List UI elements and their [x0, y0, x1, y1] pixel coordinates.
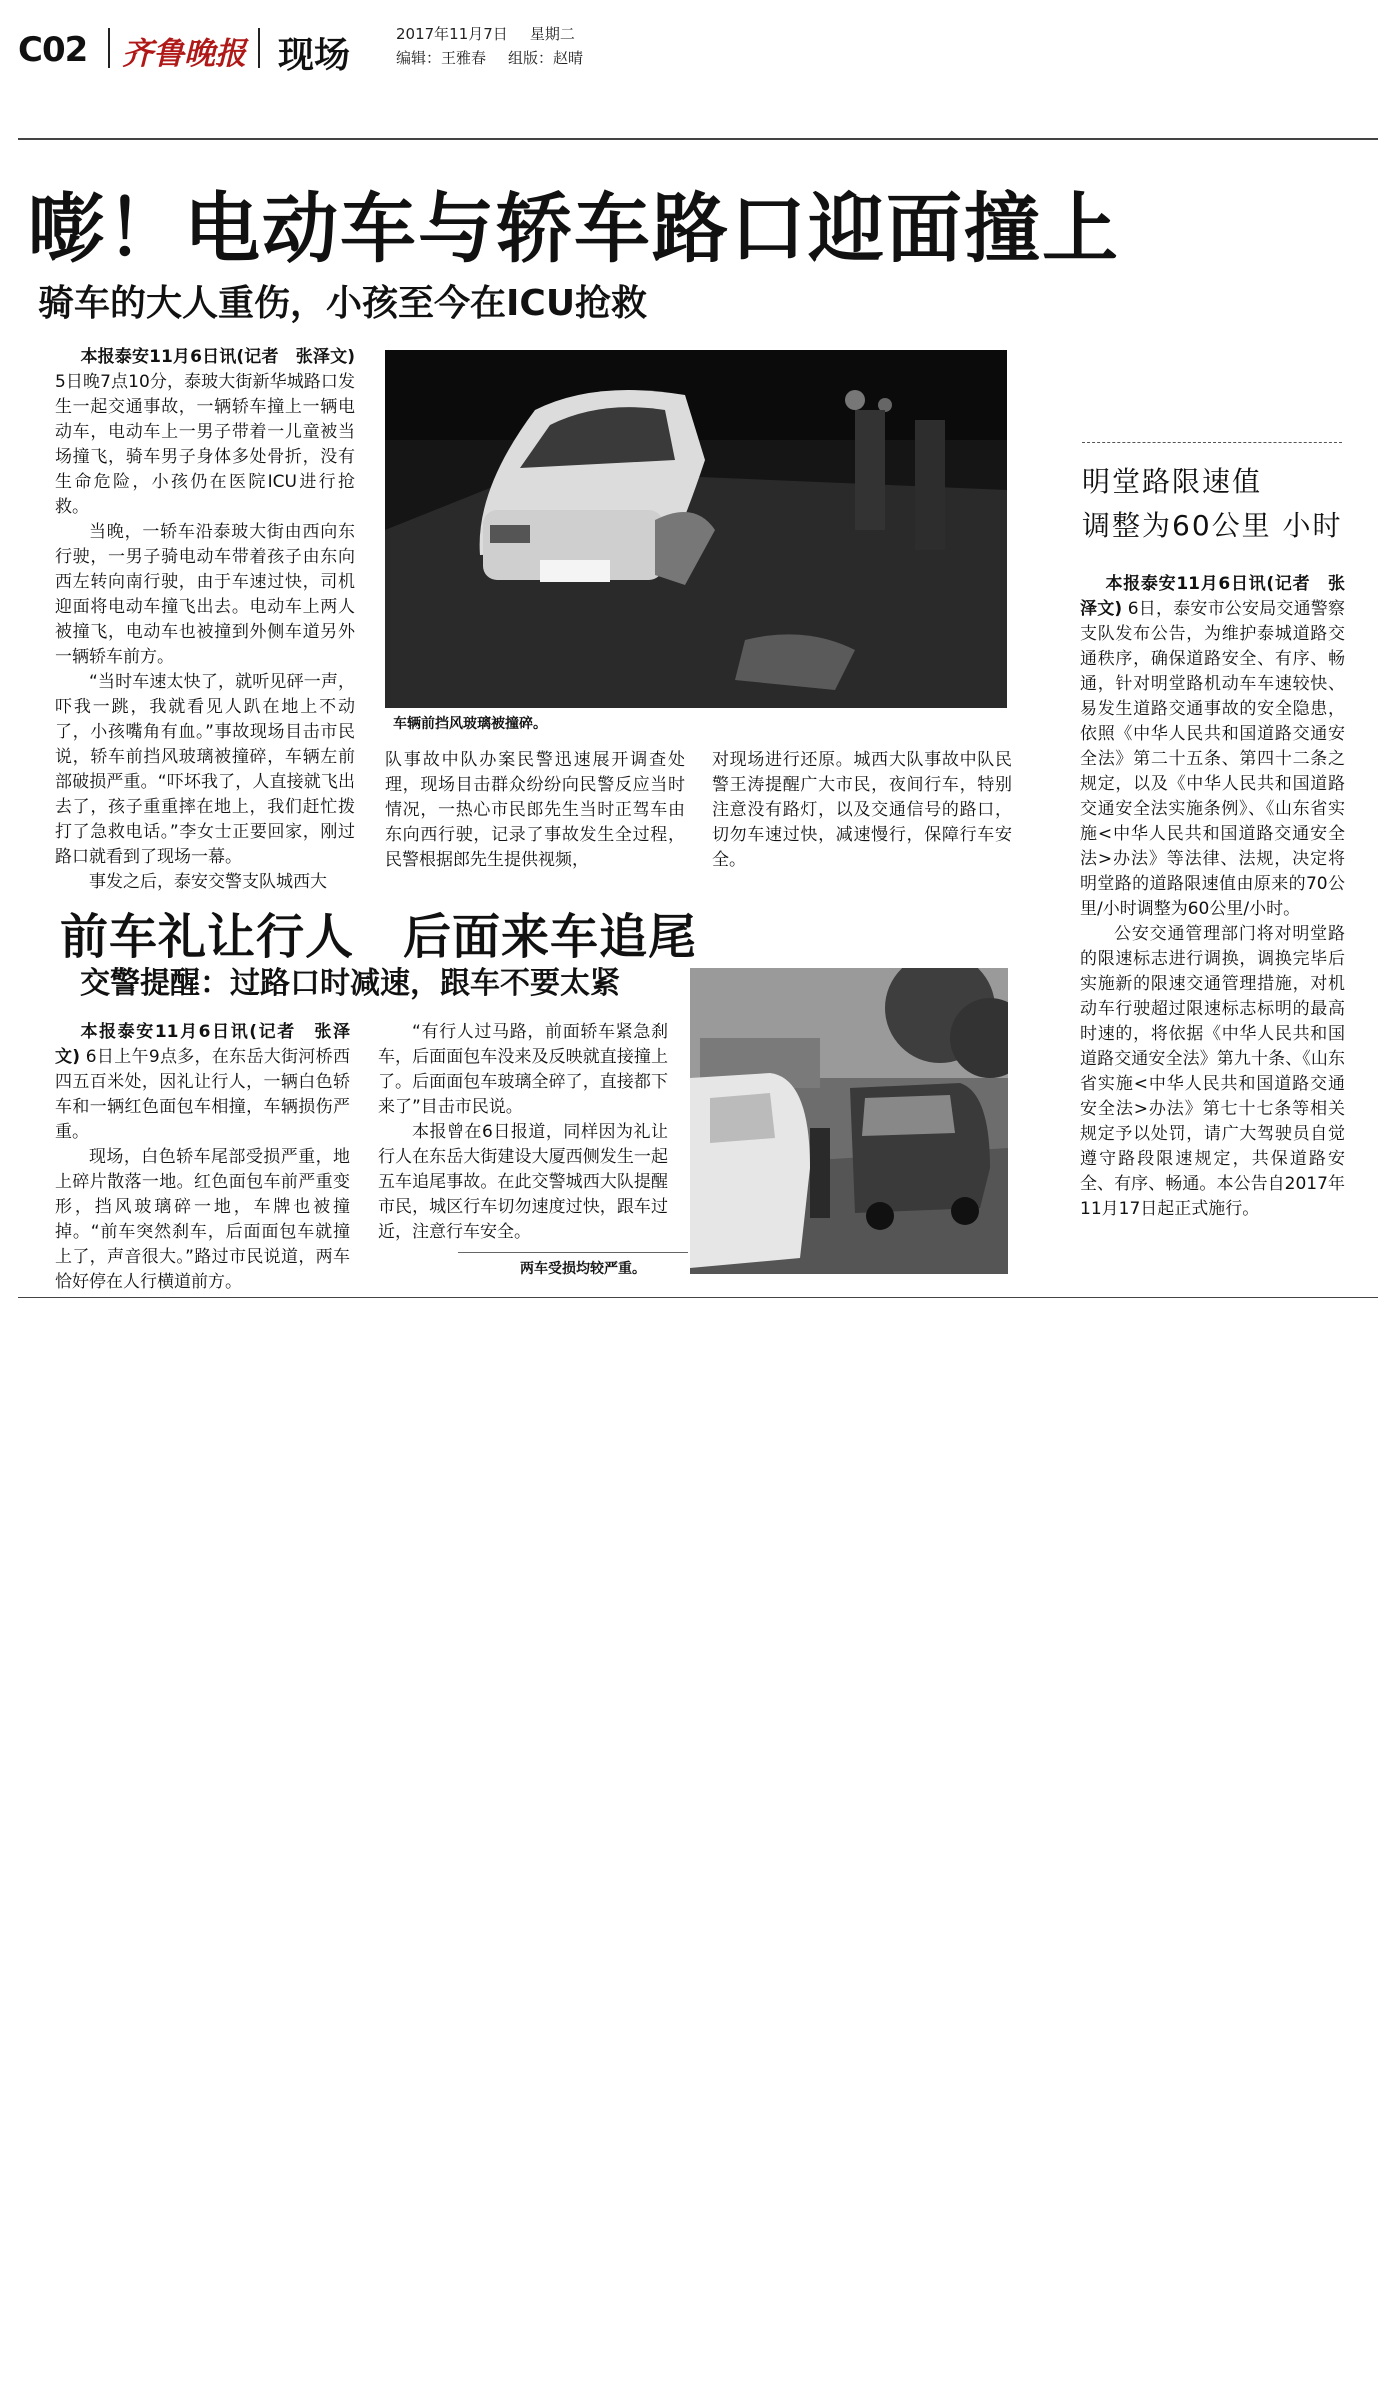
story1-paragraph: 对现场进行还原。城西大队事故中队民警王涛提醒广大市民，夜间行车，特别注意没有路灯，以及交通信号的路口，切勿车速过快，减速慢行，保障行车安全。 — [712, 750, 1012, 870]
issue-weekday: 星期二 — [529, 25, 575, 43]
story3-column — [1080, 572, 1345, 1222]
story2-photo-caption: 两车受损均较严重。 — [520, 1261, 646, 1277]
story2-photo — [690, 968, 1008, 1274]
story1-paragraph: 队事故中队办案民警迅速展开调查处理，现场目击群众纷纷向民警反应当时情况，一热心市民郎先生当时正驾车由东向西行驶，记录了事故发生全过程，民警根据郎先生提供视频， — [385, 750, 685, 870]
story2-subhead: 交警提醒：过路口时减速，跟车不要太紧 — [80, 966, 620, 1001]
story2-byline: 本报泰安11月6日讯(记者 张泽文) — [55, 1022, 350, 1067]
night-crash-image — [385, 350, 1007, 708]
story1-subhead: 骑车的大人重伤，小孩至今在ICU抢救 — [38, 283, 648, 324]
story3-paragraph: 公安交通管理部门将对明堂路的限速标志进行调换，调换完毕后实施新的限速交通管理措施，对机动车行驶超过限速标志标明的最高时速的，将依据《中华人民共和国道路交通安全法》第九十条、《山东省实施<中华人民共和国道路交通安全法>办法》第七十七条等相关规定予以处罚，请广大驾驶员自觉遵守路段限速规定，共保道路安全、有序、畅通。本公告自2017年11月17日起正式施行。 — [1080, 924, 1345, 1219]
story3-title-line: 调整为60公里 小时 — [1082, 509, 1343, 542]
story1-paragraph: “当时车速太快了，就听见砰一声，吓我一跳，我就看见人趴在地上不动了，小孩嘴角有血。”事故现场目击市民说，轿车前挡风玻璃被撞碎，车辆左前部破损严重。“吓坏我了，人直接就飞出去了，孩子重重摔在地上，我们赶忙拨打了急救电话。”李女士正要回家，刚过路口就看到了现场一幕。 — [55, 672, 355, 867]
story2-column-2 — [378, 1020, 668, 1245]
story1-column-1 — [55, 345, 355, 895]
caption-rule — [458, 1252, 688, 1253]
issue-date: 2017年11月7日 — [396, 25, 508, 43]
story3-title — [1082, 460, 1343, 548]
story2-column-1 — [55, 1020, 350, 1295]
story2-headline: 前车礼让行人 后面来车追尾 — [60, 909, 698, 965]
bottom-rule — [18, 1297, 1378, 1298]
story2-paragraph: 本报曾在6日报道，同样因为礼让行人在东岳大街建设大厦西侧发生一起五车追尾事故。在此交警城西大队提醒市民，城区行车切勿速度过快，跟车过近，注意行车安全。 — [378, 1122, 668, 1242]
story2-paragraph: 本报泰安11月6日讯(记者 张泽文) 6日上午9点多，在东岳大街河桥西四五百米处，因礼让行人，一辆白色轿车和一辆红色面包车相撞，车辆损伤严重。 — [55, 1022, 350, 1142]
page-code: C02 — [18, 30, 88, 70]
section-title: 现场 — [278, 35, 351, 76]
layout-credit: 组版：赵晴 — [508, 49, 584, 67]
story1-paragraph: 事发之后，泰安交警支队城西大 — [89, 872, 327, 892]
story1-photo — [385, 350, 1007, 708]
story2-paragraph: 现场，白色轿车尾部受损严重，地上碎片散落一地。红色面包车前严重变形，挡风玻璃碎一地，车牌也被撞掉。“前车突然刹车，后面面包车就撞上了，声音很大。”路过市民说道，两车恰好停在人行横道前方。 — [55, 1147, 350, 1292]
story1-column-2 — [385, 748, 685, 873]
story1-byline: 本报泰安11月6日讯(记者 张泽文) — [80, 347, 355, 367]
header-meta — [396, 22, 605, 70]
story1-paragraph: 本报泰安11月6日讯(记者 张泽文) 5日晚7点10分，泰玻大街新华城路口发生一起交通事故，一辆轿车撞上一辆电动车，电动车上一男子带着一儿童被当场撞飞，骑车男子身体多处骨折，没有生命危险，小孩仍在医院ICU进行抢救。 — [55, 347, 355, 517]
header-divider — [258, 28, 260, 68]
story1-headline: 嘭！电动车与轿车路口迎面撞上 — [28, 184, 1120, 273]
story3-byline: 本报泰安11月6日讯(记者 张泽文) — [1080, 574, 1345, 619]
story3-paragraph: 本报泰安11月6日讯(记者 张泽文) 6日，泰安市公安局交通警察支队发布公告，为维护泰城道路交通秩序，确保道路安全、有序、畅通，针对明堂路机动车车速较快、易发生道路交通事故的安全隐患，依照《中华人民共和国道路交通安全法》第二十五条、第四十二条之规定，以及《中华人民共和国道路交通安全法实施条例》、《山东省实施<中华人民共和国道路交通安全法>办法》等法律、法规，决定将明堂路的道路限速值由原来的70公里/小时调整为60公里/小时。 — [1080, 574, 1345, 919]
story1-paragraph: 当晚，一轿车沿泰玻大街由西向东行驶，一男子骑电动车带着孩子由东向西左转向南行驶，由于车速过快，司机迎面将电动车撞飞出去。电动车上两人被撞飞，电动车也被撞到外侧车道另外一辆轿车前方。 — [55, 522, 355, 667]
rear-end-collision-image — [690, 968, 1008, 1274]
editor-credit: 编辑：王雅春 — [396, 49, 487, 67]
story3-title-line: 明堂路限速值 — [1082, 465, 1263, 498]
paper-logo: 齐鲁晚报 — [122, 36, 246, 72]
story2-paragraph: “有行人过马路，前面轿车紧急刹车，后面面包车没来及反映就直接撞上了。后面面包车玻璃全碎了，直接都下来了”目击市民说。 — [378, 1022, 668, 1117]
header-divider — [108, 28, 110, 68]
story3-top-rule — [1082, 442, 1342, 443]
story1-column-3 — [712, 748, 1012, 873]
story1-photo-caption: 车辆前挡风玻璃被撞碎。 — [393, 716, 547, 732]
header-rule — [18, 138, 1378, 140]
